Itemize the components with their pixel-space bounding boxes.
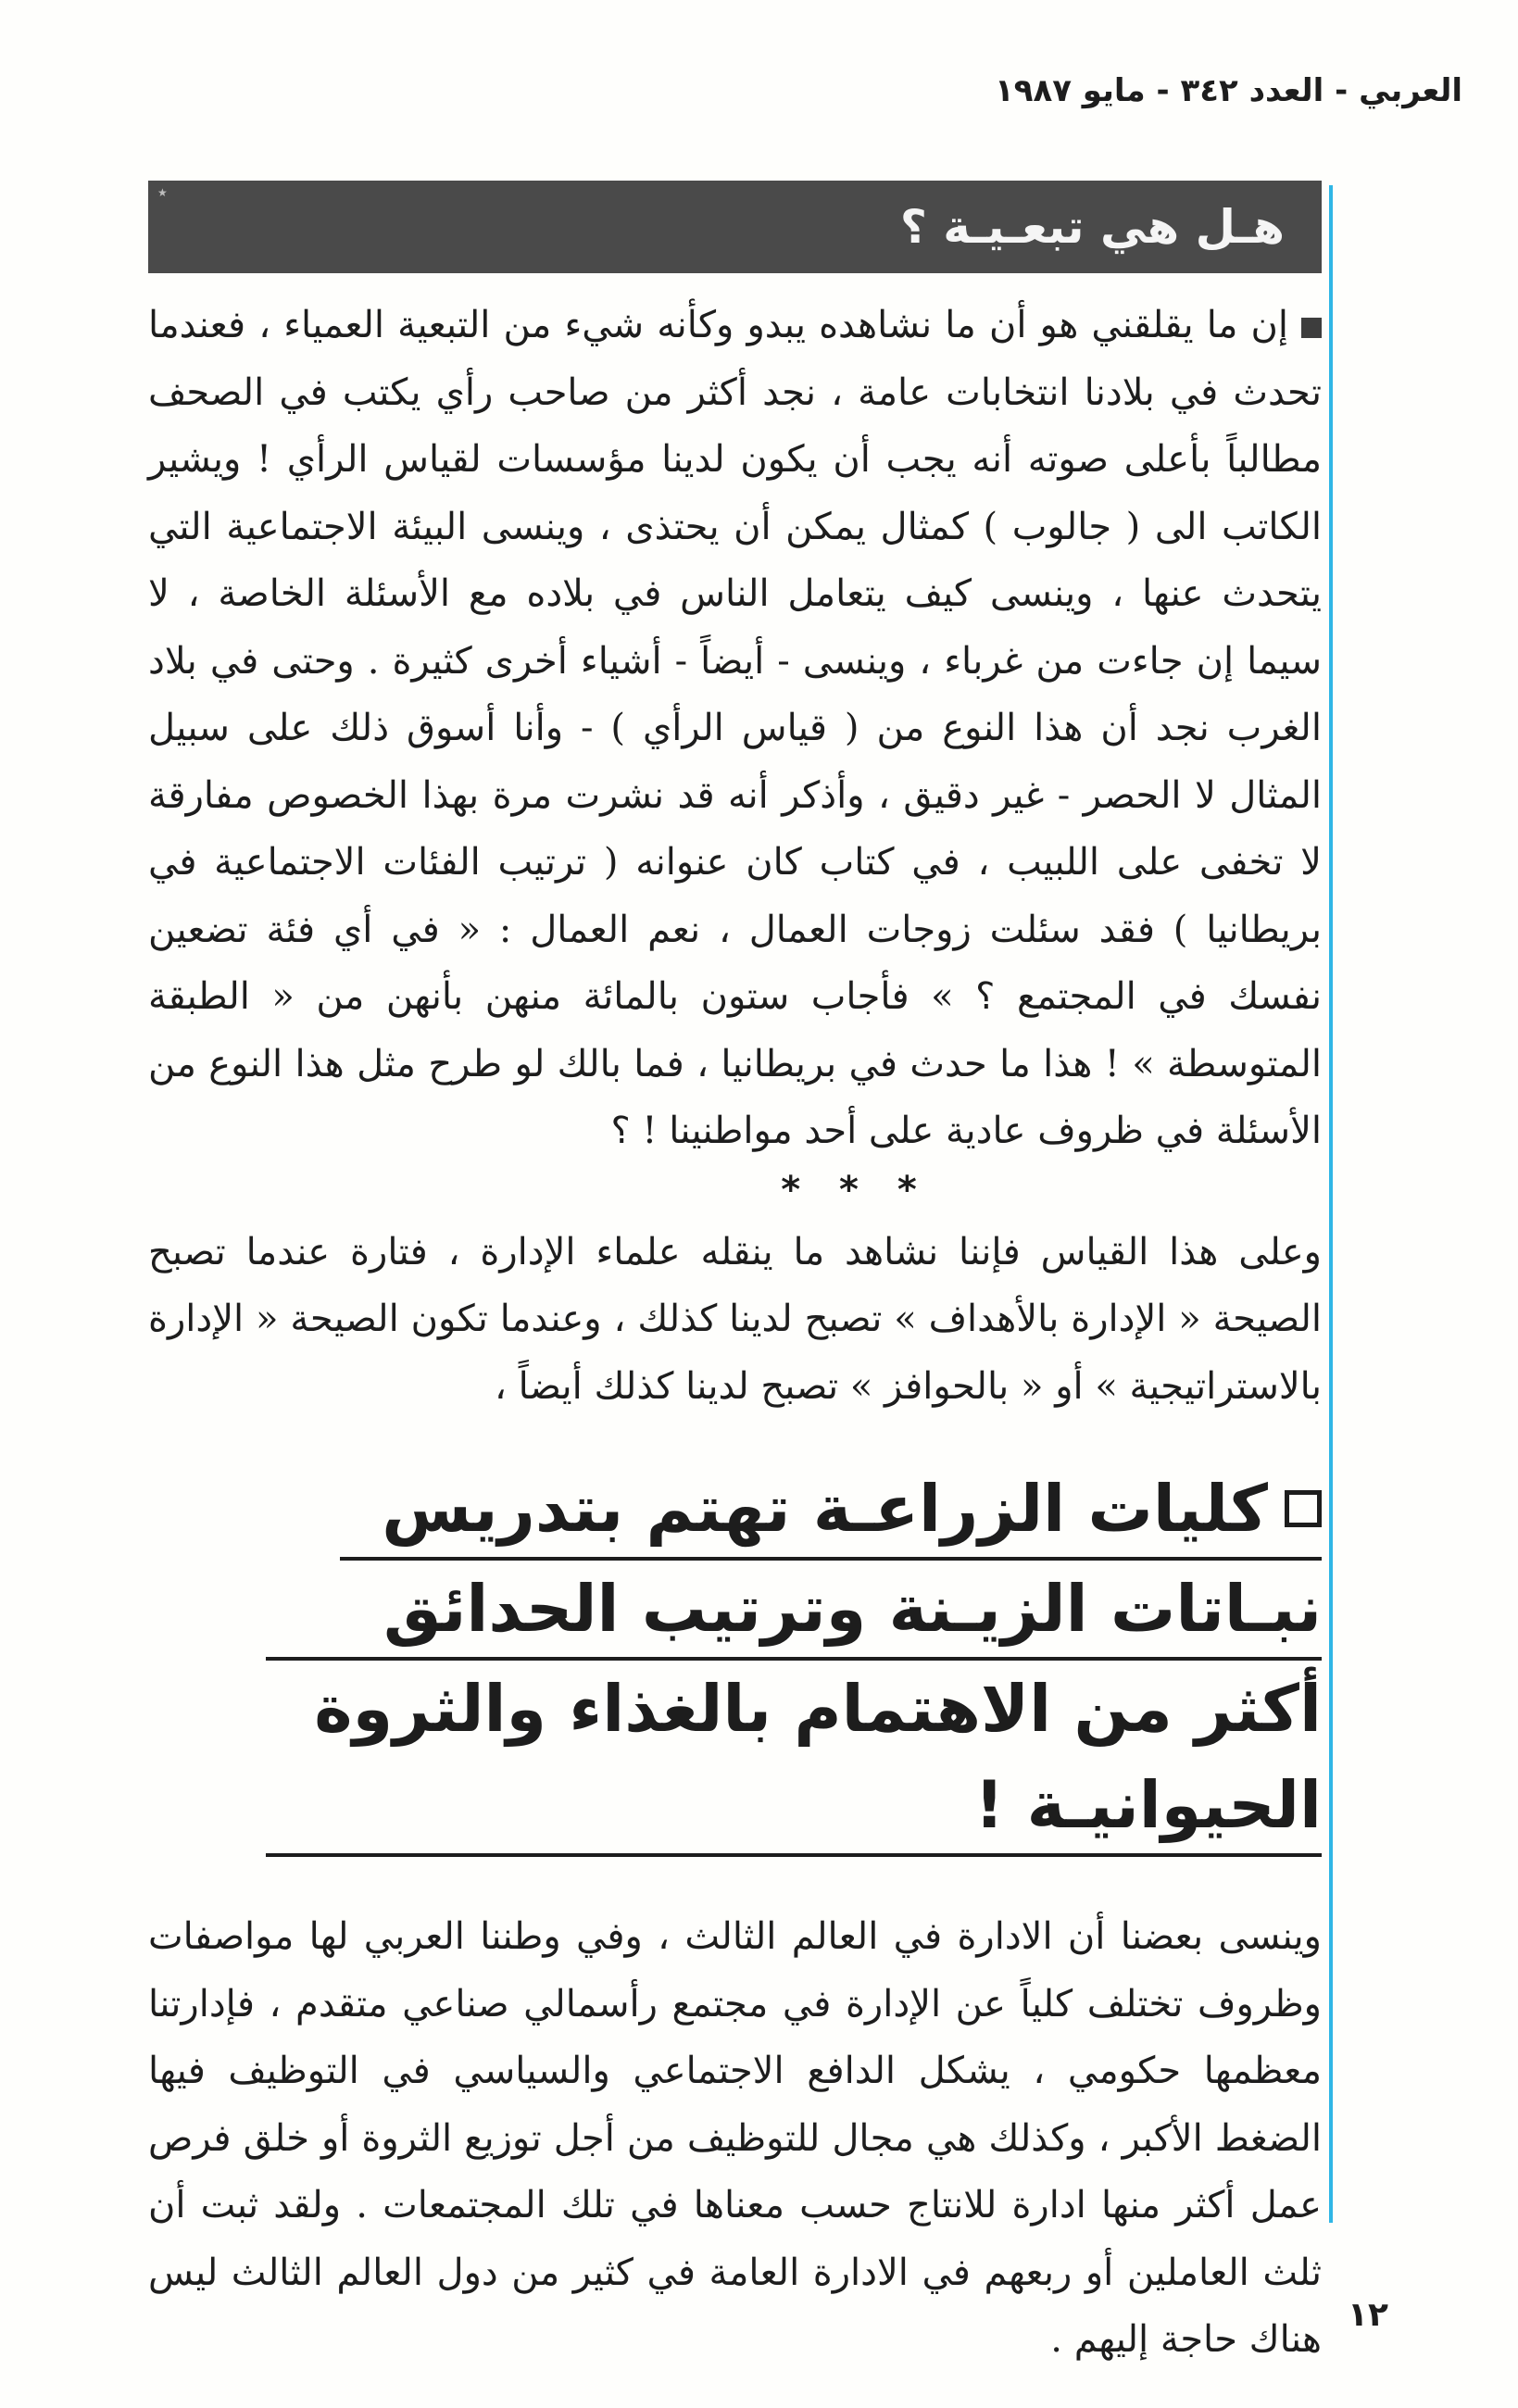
headline-line-3: أكثر من الاهتمام بالغذاء والثروة الحيوانيـة ! [314, 1671, 1322, 1843]
paragraph-2: وعلى هذا القياس فإننا نشاهد ما ينقله علماء الإدارة ، فتارة عندما تصبح الصيحة « الإدارة بالأهداف » تصبح لدينا كذلك ، وعندما تكون الصيحة « الإدارة بالاستراتيجية » أو « بالحوافز » تصبح لدينا كذلك أيضاً ، [148, 1230, 1322, 1408]
page-number: ١٢ [1348, 2296, 1388, 2334]
star-icon: ★ [157, 186, 168, 199]
square-bullet-icon [1301, 318, 1322, 338]
headline [148, 1461, 1322, 1857]
section-separator: * * * [781, 1168, 930, 1211]
headline-line-2: نبـاتات الزيـنة وترتيب الحدائق [383, 1571, 1322, 1647]
paragraph-3: وينسى بعضنا أن الادارة في العالم الثالث ، وفي وطننا العربي لها مواصفات وظروف تختلف كلياً عن الإدارة في مجتمع رأسمالي صناعي متقدم ، فإدارتنا معظمها حكومي ، يشكل الدافع الاجتماعي والسياسي في التوظيف فيها الضغط الأكبر ، وكذلك هي مجال للتوظيف من أجل توزيع الثروة أو خلق فرص عمل أكثر منها ادارة للانتاج حسب معناها في تلك المجتمعات . ولقد ثبت أن ثلث العاملين أو ربعهم في الادارة العامة في كثير من دول العالم الثالث ليس هناك حاجة إليهم . [148, 1915, 1322, 2361]
paragraph-1-text: إن ما يقلقني هو أن ما نشاهده يبدو وكأنه شيء من التبعية العمياء ، فعندما تحدث في بلادنا انتخابات عامة ، نجد أكثر من صاحب رأي يكتب في الصحف مطالباً بأعلى صوته أنه يجب أن يكون لدينا مؤسسات لقياس الرأي ! ويشير الكاتب الى ( جالوب ) كمثال يمكن أن يحتذى ، وينسى البيئة الاجتماعية التي يتحدث عنها ، وينسى كيف يتعامل الناس في بلاده مع الأسئلة الخاصة ، لا سيما إن جاءت من غرباء ، وينسى - أيضاً - أشياء أخرى كثيرة . وحتى في بلاد الغرب نجد أن هذا النوع من ( قياس الرأي ) - وأنا أسوق ذلك على سبيل المثال لا الحصر - غير دقيق ، وأذكر أنه قد نشرت مرة بهذا الخصوص مفارقة لا تخفى على اللبيب ، في كتاب كان عنوانه ( ترتيب الفئات الاجتماعية في بريطانيا ) فقد سئلت زوجات العمال ، نعم العمال : « في أي فئة تضعين نفسك في المجتمع ؟ » فأجاب ستون بالمائة منهن بأنهن من « الطبقة المتوسطة » ! هذا ما حدث في بريطانيا ، فما بالك لو طرح مثل هذا النوع من الأسئلة في ظروف عادية على أحد مواطنينا ! ؟ [148, 304, 1322, 1152]
paragraph-1 [148, 292, 1322, 1165]
running-head: العربي - العدد ٣٤٢ - مايو ١٩٨٧ [994, 72, 1462, 109]
headline-underline-3 [266, 1853, 1322, 1857]
headline-line-1-text: كليات الزراعـة تهتم بتدريس [382, 1471, 1268, 1547]
article-body [148, 181, 1322, 2374]
headline-line-1 [176, 1461, 1322, 1557]
accent-rule [1329, 185, 1333, 2223]
hollow-square-icon [1285, 1490, 1322, 1527]
section-title-bar [148, 181, 1322, 273]
section-title: هـل هي تبعـيـة ؟ [899, 200, 1285, 254]
